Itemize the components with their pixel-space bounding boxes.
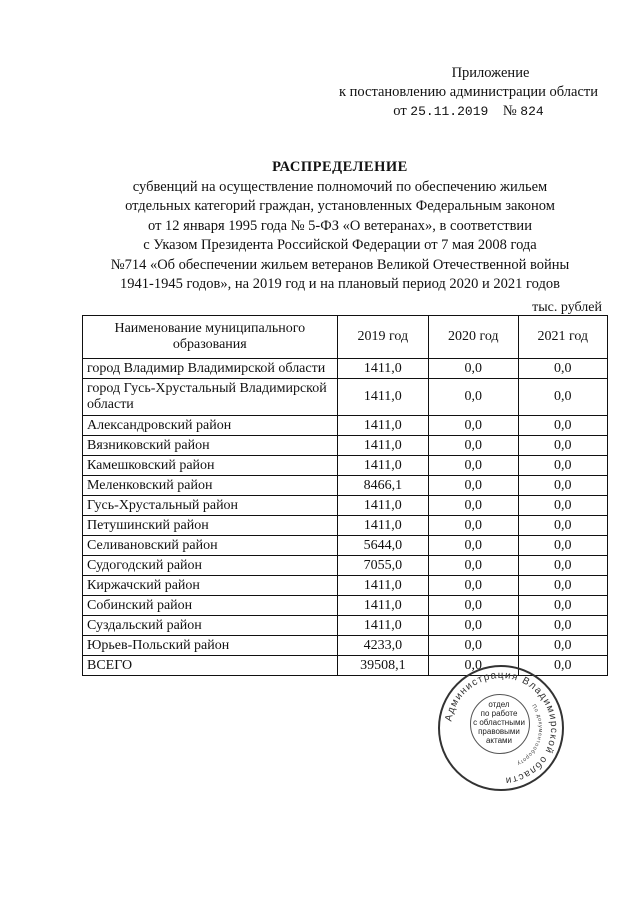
- table-row: [83, 616, 608, 636]
- appendix-reference: к постановлению администрации области: [338, 84, 598, 100]
- amount-cell: 1411,0: [337, 456, 428, 476]
- amount-cell: 0,0: [429, 656, 518, 676]
- table-row: [83, 636, 608, 656]
- stamp-line: с областными: [473, 718, 525, 727]
- amount-cell: 0,0: [429, 436, 518, 456]
- amount-cell: 8466,1: [337, 476, 428, 496]
- municipality-name-cell: Собинский район: [83, 596, 338, 616]
- amount-cell: 1411,0: [337, 516, 428, 536]
- table-row: [83, 476, 608, 496]
- municipality-name-cell: Юрьев-Польский район: [83, 636, 338, 656]
- amount-cell: 0,0: [429, 616, 518, 636]
- municipality-name-cell: Селивановский район: [83, 536, 338, 556]
- decree-number: 824: [520, 104, 544, 119]
- amount-cell: 0,0: [518, 556, 608, 576]
- amount-cell: 0,0: [429, 379, 518, 416]
- title-line: субвенций на осуществление полномочий по обеспечению жильем: [132, 178, 548, 195]
- table-body: [83, 359, 608, 676]
- title-line: с Указом Президента Российской Федерации от 7 мая 2008 года: [143, 237, 537, 253]
- appendix-date-line: [339, 102, 598, 121]
- stamp-line: правовыми: [478, 727, 520, 736]
- amount-cell: 0,0: [429, 456, 518, 476]
- amount-cell: 0,0: [518, 616, 608, 636]
- amount-cell: 1411,0: [337, 379, 428, 416]
- amount-cell: 1411,0: [337, 616, 428, 636]
- amount-cell: 0,0: [429, 416, 518, 436]
- amount-cell: 0,0: [429, 536, 518, 556]
- header-name: Наименование муниципального образования: [83, 316, 338, 359]
- date-prefix: от: [393, 103, 407, 119]
- amount-cell: 4233,0: [337, 636, 428, 656]
- stamp-outer-text: Администрация Владимирской области: [443, 669, 560, 786]
- table-row: [83, 496, 608, 516]
- amount-cell: 0,0: [429, 556, 518, 576]
- header-2020: 2020 год: [429, 316, 518, 359]
- title-line: №714 «Об обеспечении жильем ветеранов Великой Отечественной войны: [110, 256, 570, 273]
- amount-cell: 0,0: [429, 636, 518, 656]
- title-line: от 12 января 1995 года № 5-ФЗ «О ветеранах», в соответствии: [148, 217, 532, 234]
- header-2019: 2019 год: [337, 316, 428, 359]
- amount-cell: 0,0: [429, 576, 518, 596]
- stamp-line: отдел: [488, 700, 510, 709]
- municipality-name-cell: Судогодский район: [83, 556, 338, 576]
- amount-cell: 0,0: [518, 416, 608, 436]
- amount-cell: 1411,0: [337, 359, 428, 379]
- table-row: [83, 536, 608, 556]
- amount-cell: 0,0: [518, 476, 608, 496]
- municipality-name-cell: Гусь-Хрустальный район: [83, 496, 338, 516]
- amount-cell: 1411,0: [337, 596, 428, 616]
- table-row: [83, 436, 608, 456]
- amount-cell: 0,0: [429, 476, 518, 496]
- stamp-center-text: [470, 700, 528, 745]
- amount-cell: 0,0: [518, 536, 608, 556]
- stamp-line: актами: [485, 736, 513, 745]
- number-prefix: №: [502, 103, 517, 119]
- municipality-name-cell: Меленковский район: [83, 476, 338, 496]
- table-row: [83, 596, 608, 616]
- municipality-name-cell: Киржачский район: [83, 576, 338, 596]
- amount-cell: 0,0: [518, 436, 608, 456]
- amount-cell: 0,0: [518, 636, 608, 656]
- table-row: [83, 556, 608, 576]
- amount-cell: 1411,0: [337, 416, 428, 436]
- amount-cell: 1411,0: [337, 576, 428, 596]
- amount-cell: 0,0: [429, 359, 518, 379]
- title-line: 1941-1945 годов», на 2019 год и на плановый период 2020 и 2021 годов: [120, 276, 560, 292]
- amount-cell: 1411,0: [337, 436, 428, 456]
- table-row: [83, 359, 608, 379]
- stamp-inner-text: По документообороту: [515, 703, 544, 767]
- amount-cell: 0,0: [429, 516, 518, 536]
- appendix-block: [339, 64, 598, 121]
- amount-cell: 0,0: [429, 496, 518, 516]
- municipality-name-cell: город Гусь-Хрустальный Владимирской области: [83, 379, 338, 416]
- amount-cell: 1411,0: [337, 496, 428, 516]
- amount-cell: 0,0: [518, 379, 608, 416]
- municipality-name-cell: Суздальский район: [83, 616, 338, 636]
- table-row: [83, 516, 608, 536]
- title-line: отдельных категорий граждан, установленных Федеральным законом: [125, 198, 555, 214]
- municipality-name-cell: город Владимир Владимирской области: [83, 359, 338, 379]
- stamp-line: по работе: [480, 709, 518, 718]
- table-row: [83, 576, 608, 596]
- municipality-name-cell: Вязниковский район: [83, 436, 338, 456]
- amount-cell: 0,0: [518, 359, 608, 379]
- table-row: [83, 456, 608, 476]
- municipality-name-cell: Камешковский район: [83, 456, 338, 476]
- table-header-row: [83, 316, 608, 359]
- header-2021: 2021 год: [518, 316, 608, 359]
- appendix-title: Приложение: [451, 65, 530, 81]
- municipality-name-cell: ВСЕГО: [83, 656, 338, 676]
- document-title: [70, 158, 610, 295]
- amount-cell: 0,0: [518, 656, 608, 676]
- amount-cell: 0,0: [518, 496, 608, 516]
- municipality-name-cell: Александровский район: [83, 416, 338, 436]
- amount-cell: 39508,1: [337, 656, 428, 676]
- amount-cell: 0,0: [518, 596, 608, 616]
- table-row: [83, 379, 608, 416]
- distribution-table: [82, 315, 608, 676]
- amount-cell: 5644,0: [337, 536, 428, 556]
- amount-cell: 0,0: [518, 576, 608, 596]
- table-row: [83, 416, 608, 436]
- amount-cell: 0,0: [518, 456, 608, 476]
- amount-cell: 7055,0: [337, 556, 428, 576]
- amount-cell: 0,0: [429, 596, 518, 616]
- amount-cell: 0,0: [518, 516, 608, 536]
- title-heading: РАСПРЕДЕЛЕНИЕ: [272, 159, 408, 175]
- municipality-name-cell: Петушинский район: [83, 516, 338, 536]
- decree-date: 25.11.2019: [410, 104, 489, 119]
- units-label: тыс. рублей: [532, 300, 602, 315]
